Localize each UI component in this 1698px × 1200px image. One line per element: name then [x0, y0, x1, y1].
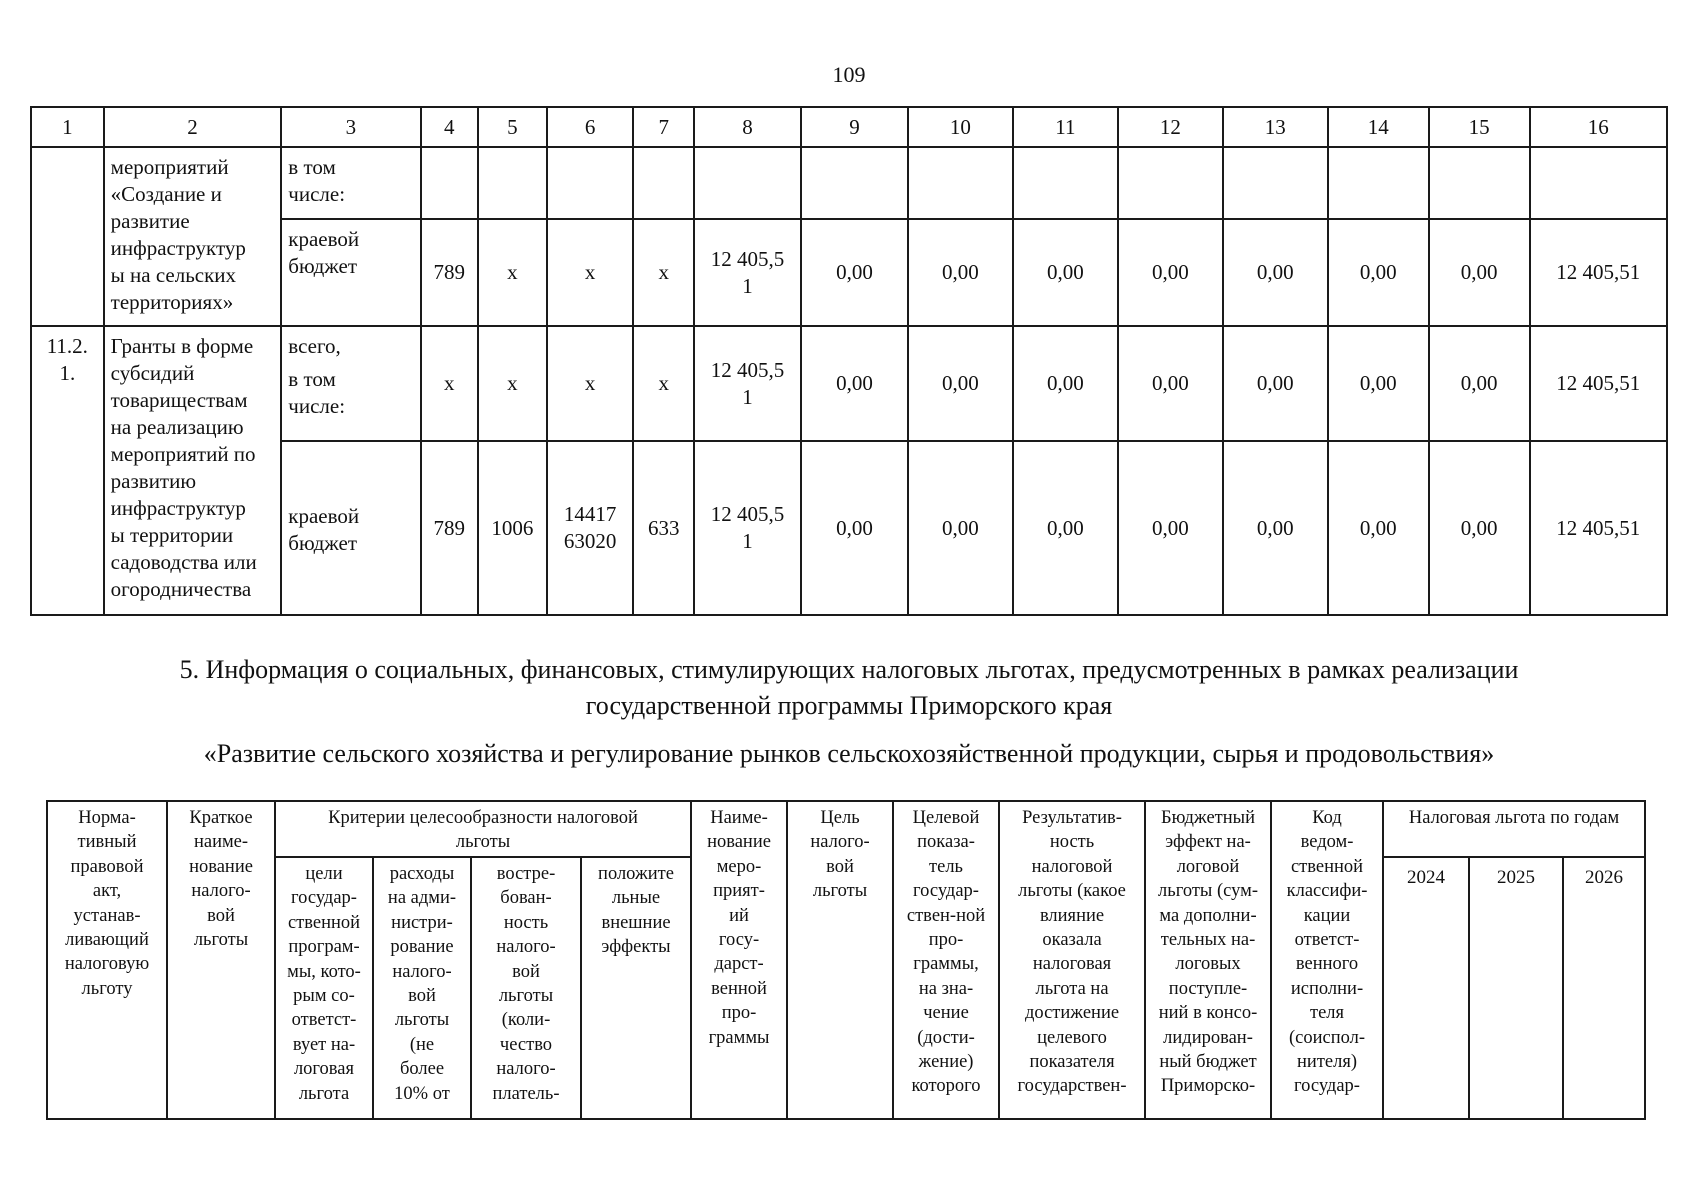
- value-cell: 0,00: [1429, 326, 1530, 441]
- value-cell: 789: [421, 441, 479, 615]
- program-title: [0, 736, 1698, 772]
- goal-header: Цель налого- вой льготы: [787, 801, 893, 1119]
- value-cell: 0,00: [801, 219, 908, 326]
- event-name-line: огородничества: [110, 577, 252, 601]
- value-cell: 0,00: [1118, 219, 1223, 326]
- year-2026-header: 2026: [1563, 857, 1645, 1119]
- value-cell: [1013, 147, 1118, 219]
- year-2024-header: 2024: [1383, 857, 1469, 1119]
- header-cell: 11: [1013, 107, 1118, 147]
- value-cell: [547, 147, 634, 219]
- header-cell: 15: [1429, 107, 1530, 147]
- row-number-line: 1.: [59, 361, 76, 385]
- value-cell: 12 405,5 1: [694, 326, 801, 441]
- value-cell: [1530, 147, 1667, 219]
- value-cell: 0,00: [1013, 219, 1118, 326]
- funding-source-line: числе:: [288, 182, 346, 206]
- event-name-line: развитие: [110, 209, 190, 233]
- criteria-admin-costs-cell: расходы на адми- нистри- рование налого- вой льготы (не более 10% от: [373, 857, 471, 1119]
- value-cell: х: [547, 326, 634, 441]
- value-cell: 0,00: [1223, 441, 1328, 615]
- event-name-line: садоводства или: [110, 550, 257, 574]
- header-cell: 5: [478, 107, 547, 147]
- event-name-line: на реализацию: [110, 415, 244, 439]
- criteria-header: Критерии целесообразности налоговой льготы: [275, 801, 691, 857]
- event-name-line: Гранты в форме: [110, 334, 254, 358]
- header-cell: 2: [104, 107, 282, 147]
- header-cell: 7: [633, 107, 694, 147]
- value-cell: 12 405,51: [1530, 326, 1667, 441]
- value-cell: 12 405,51: [1530, 219, 1667, 326]
- event-name-line: «Создание и: [110, 182, 222, 206]
- program-title-line: «Развитие сельского хозяйства и регулирование рынков сельскохозяйственной продукции, сырья и продовольствия»: [203, 739, 1495, 768]
- value-cell: [908, 147, 1013, 219]
- dept-code-header: Код ведом- ственной классифи- кации ответст- венного исполни- теля (соиспол- нителя) государ-: [1271, 801, 1383, 1119]
- value-cell: х: [478, 219, 547, 326]
- event-name-line: территориях»: [110, 290, 234, 314]
- value-cell: 14417 63020: [547, 441, 634, 615]
- funding-source-line: бюджет: [288, 531, 358, 555]
- funding-source-line: числе:: [288, 394, 346, 418]
- budget-effect-header: Бюджетный эффект на- логовой льготы (сум- ма дополни- тельных на- логовых поступле- ний в консо- лидирован- ный бюджет Приморско-: [1145, 801, 1271, 1119]
- value-cell: 633: [633, 441, 694, 615]
- value-cell: [1429, 147, 1530, 219]
- event-name-line: инфраструктур: [110, 496, 246, 520]
- event-name-cell: [104, 326, 282, 615]
- value-cell: 0,00: [801, 441, 908, 615]
- table-header-row: [31, 107, 1667, 147]
- value-cell: [1328, 147, 1429, 219]
- criteria-goals-cell: цели государ- ственной програм- мы, кото- рым со- ответст- вует на- логовая льгота: [275, 857, 373, 1119]
- header-cell: 1: [31, 107, 104, 147]
- value-cell: 0,00: [801, 326, 908, 441]
- event-name-line: товариществам: [110, 388, 248, 412]
- value-cell: 0,00: [1328, 326, 1429, 441]
- header-cell: 9: [801, 107, 908, 147]
- normative-act-header: Норма- тивный правовой акт, устанав- ливающий налоговую льготу: [47, 801, 167, 1119]
- header-cell: 6: [547, 107, 634, 147]
- value-cell: 0,00: [1118, 326, 1223, 441]
- header-cell: 13: [1223, 107, 1328, 147]
- funding-source-cell: [281, 219, 420, 326]
- value-cell: 0,00: [1013, 441, 1118, 615]
- value-cell: [694, 147, 801, 219]
- funding-source-line: краевой: [288, 227, 360, 251]
- row-number-line: 11.2.: [46, 334, 88, 358]
- value-cell: 1006: [478, 441, 547, 615]
- funding-source-line: в том: [288, 367, 336, 391]
- value-cell: 0,00: [1013, 326, 1118, 441]
- value-cell: 12 405,51: [1530, 441, 1667, 615]
- event-name-cell: [104, 147, 282, 326]
- value-cell: 0,00: [908, 219, 1013, 326]
- header-cell: 14: [1328, 107, 1429, 147]
- header-cell: 3: [281, 107, 420, 147]
- funding-source-line: краевой: [288, 504, 360, 528]
- section-title: [0, 652, 1698, 724]
- value-cell: 0,00: [1328, 441, 1429, 615]
- value-cell: х: [547, 219, 634, 326]
- value-cell: 0,00: [1429, 441, 1530, 615]
- table-row: [31, 326, 1667, 441]
- value-cell: [421, 147, 479, 219]
- value-cell: [801, 147, 908, 219]
- tax-benefits-table: [46, 800, 1646, 1120]
- header-cell: 16: [1530, 107, 1667, 147]
- value-cell: 0,00: [1223, 219, 1328, 326]
- value-cell: 0,00: [1223, 326, 1328, 441]
- value-cell: [633, 147, 694, 219]
- event-name-line: мероприятий: [110, 155, 229, 179]
- value-cell: х: [633, 219, 694, 326]
- row-number-cell: [31, 326, 104, 615]
- row-number-cell: [31, 147, 104, 326]
- funding-source-cell: [281, 147, 420, 219]
- year-2025-header: 2025: [1469, 857, 1563, 1119]
- value-cell: [1223, 147, 1328, 219]
- header-cell: 10: [908, 107, 1013, 147]
- event-name-header: Наиме- нование меро- прият- ий госу- дарст- венной про- граммы: [691, 801, 787, 1119]
- event-name-line: субсидий: [110, 361, 195, 385]
- criteria-demand-cell: востре- бован- ность налого- вой льготы (коли- чество налого- платель-: [471, 857, 581, 1119]
- budget-table: [30, 106, 1668, 616]
- header-cell: 12: [1118, 107, 1223, 147]
- value-cell: х: [478, 326, 547, 441]
- value-cell: 0,00: [1429, 219, 1530, 326]
- event-name-line: ы на сельских: [110, 263, 237, 287]
- value-cell: [1118, 147, 1223, 219]
- event-name-line: инфраструктур: [110, 236, 246, 260]
- criteria-effects-cell: положите льные внешние эффекты: [581, 857, 691, 1119]
- value-cell: х: [633, 326, 694, 441]
- section-title-line: государственной программы Приморского края: [585, 691, 1113, 720]
- value-cell: [478, 147, 547, 219]
- years-header: Налоговая льгота по годам: [1383, 801, 1645, 857]
- table-row: [31, 147, 1667, 219]
- table-header-row: [47, 801, 1645, 857]
- short-name-header: Краткое наиме- нование налого- вой льготы: [167, 801, 275, 1119]
- funding-source-line: бюджет: [288, 254, 358, 278]
- section-title-line: 5. Информация о социальных, финансовых, стимулирующих налоговых льготах, предусмотренных в рамках реализации: [179, 655, 1519, 684]
- header-cell: 8: [694, 107, 801, 147]
- funding-source-cell: [281, 441, 420, 615]
- funding-source-line: всего,: [288, 334, 341, 358]
- header-cell: 4: [421, 107, 479, 147]
- value-cell: 0,00: [1328, 219, 1429, 326]
- value-cell: 0,00: [908, 326, 1013, 441]
- target-indicator-header: Целевой показа- тель государ- ствен-ной про- граммы, на зна- чение (дости- жение) которого: [893, 801, 999, 1119]
- event-name-line: ы территории: [110, 523, 234, 547]
- funding-source-line: в том: [288, 155, 336, 179]
- event-name-line: мероприятий по: [110, 442, 256, 466]
- value-cell: х: [421, 326, 479, 441]
- funding-source-cell: [281, 326, 420, 441]
- page-number: 109: [832, 62, 866, 87]
- effectiveness-header: Результатив- ность налоговой льготы (какое влияние оказала налоговая льгота на достижение целевого показателя государствен-: [999, 801, 1145, 1119]
- event-name-line: развитию: [110, 469, 197, 493]
- value-cell: 12 405,5 1: [694, 441, 801, 615]
- value-cell: 12 405,5 1: [694, 219, 801, 326]
- value-cell: 0,00: [1118, 441, 1223, 615]
- value-cell: 0,00: [908, 441, 1013, 615]
- value-cell: 789: [421, 219, 479, 326]
